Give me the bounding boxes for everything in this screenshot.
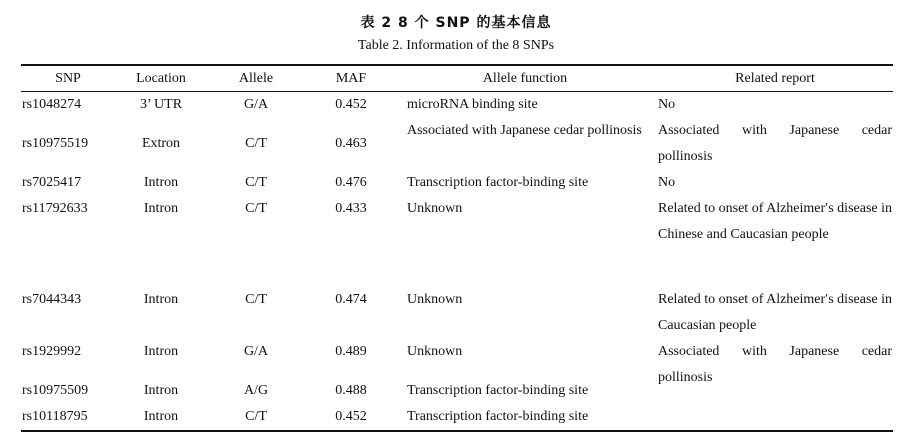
- cell-maf: 0.452: [335, 97, 367, 112]
- cell-snp: rs11792633: [22, 201, 88, 216]
- bottom-rule: [21, 430, 893, 432]
- cell-report: No: [658, 97, 676, 112]
- cell-snp: rs1048274: [22, 97, 82, 112]
- header-snp: SNP: [55, 71, 81, 86]
- cell-allele: C/T: [245, 201, 267, 216]
- header-allele-function: Allele function: [482, 71, 568, 86]
- cell-maf: 0.488: [335, 383, 367, 398]
- cell-maf: 0.489: [335, 344, 367, 359]
- cell-allele: C/T: [245, 292, 267, 307]
- cell-snp: rs10975519: [22, 136, 89, 151]
- cell-maf: 0.474: [335, 292, 367, 307]
- cell-location: 3’ UTR: [139, 97, 183, 112]
- cell-location: Intron: [143, 201, 179, 216]
- header-maf: MAF: [335, 71, 367, 86]
- cell-report: Related to onset of Alzheimer′s disease in Chinese and Caucasian people: [658, 201, 893, 242]
- table-title-chinese: 表 2 8 个 SNP 的基本信息: [360, 15, 552, 31]
- cell-maf: 0.463: [335, 136, 367, 151]
- cell-allele: C/T: [245, 136, 267, 151]
- cell-maf: 0.476: [335, 175, 367, 190]
- cell-snp: rs7025417: [22, 175, 82, 190]
- cell-snp: rs10975509: [22, 383, 89, 398]
- cell-allele: C/T: [245, 409, 267, 424]
- cell-location: Intron: [143, 344, 179, 359]
- cell-function: Associated with Japanese cedar pollinosis: [407, 123, 642, 138]
- cell-maf: 0.433: [335, 201, 367, 216]
- cell-location: Intron: [143, 292, 179, 307]
- cell-report: No: [658, 175, 676, 190]
- cell-report: Related to onset of Alzheimer′s disease in Caucasian people: [658, 292, 893, 333]
- cell-location: Intron: [143, 383, 179, 398]
- cell-function: Unknown: [407, 201, 463, 216]
- cell-allele: C/T: [245, 175, 267, 190]
- header-related-report: Related report: [735, 71, 815, 86]
- cell-function: Transcription factor-binding site: [407, 175, 589, 190]
- cell-function: Transcription factor-binding site: [407, 409, 589, 424]
- cell-function: microRNA binding site: [407, 97, 538, 112]
- cell-allele: A/G: [243, 383, 269, 398]
- cell-location: Intron: [143, 409, 179, 424]
- cell-location: Intron: [143, 175, 179, 190]
- cell-report: Associated with Japanese cedar pollinosis: [658, 123, 892, 164]
- cell-allele: G/A: [243, 344, 269, 359]
- cell-allele: G/A: [243, 97, 269, 112]
- cell-snp: rs1929992: [22, 344, 82, 359]
- cell-snp: rs10118795: [22, 409, 88, 424]
- cell-function: Unknown: [407, 292, 463, 307]
- cell-function: Transcription factor-binding site: [407, 383, 589, 398]
- cell-maf: 0.452: [335, 409, 367, 424]
- cell-function: Unknown: [407, 344, 463, 359]
- header-allele: Allele: [238, 71, 274, 86]
- cell-snp: rs7044343: [22, 292, 82, 307]
- cell-report: Associated with Japanese cedar pollinosis: [658, 344, 892, 385]
- table-title-english: Table 2. Information of the 8 SNPs: [357, 38, 555, 53]
- header-location: Location: [136, 71, 186, 86]
- cell-location: Extron: [141, 136, 181, 151]
